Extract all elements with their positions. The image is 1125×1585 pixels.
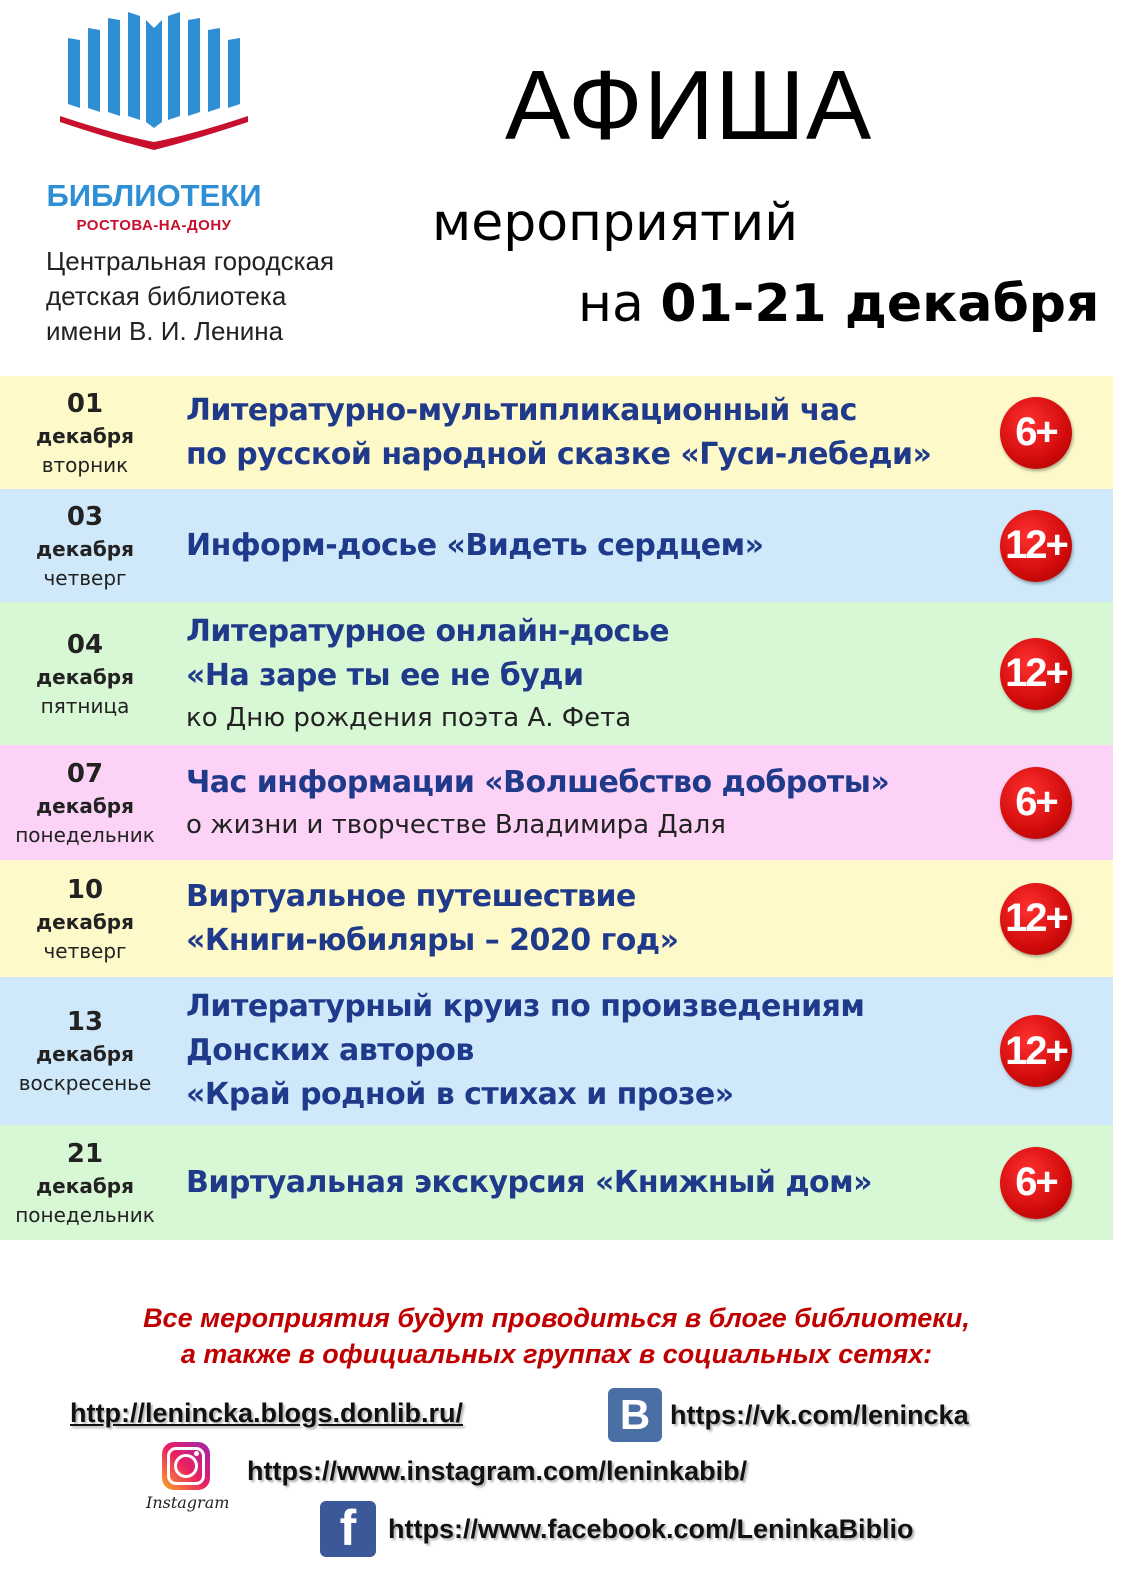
instagram-icon[interactable] xyxy=(162,1442,210,1490)
event-day: 10 xyxy=(66,874,104,905)
event-month: декабря xyxy=(36,909,134,934)
page-title: АФИША xyxy=(505,50,873,160)
event-row xyxy=(0,376,1113,489)
logo-city: РОСТОВА-НА-ДОНУ xyxy=(76,217,232,234)
facebook-icon[interactable]: f xyxy=(320,1501,376,1557)
event-date xyxy=(0,745,170,860)
age-rating-badge: 6+ xyxy=(1000,397,1072,469)
event-row xyxy=(0,977,1113,1125)
event-title-line: «Край родной в стихах и прозе» xyxy=(186,1077,734,1112)
library-name-line: имени В. И. Ленина xyxy=(46,316,284,346)
footer-note-line: а также в официальных группах в социальных сетях: xyxy=(180,1339,933,1369)
event-day: 01 xyxy=(66,388,104,419)
event-weekday: четверг xyxy=(43,938,127,963)
date-range xyxy=(578,272,1099,336)
event-month: декабря xyxy=(36,536,134,561)
event-title-line: Виртуальная экскурсия «Книжный дом» xyxy=(186,1164,873,1200)
event-month: декабря xyxy=(36,793,134,818)
vk-link[interactable]: https://vk.com/lenincka xyxy=(670,1400,969,1430)
age-rating-badge: 6+ xyxy=(1000,1147,1072,1219)
instagram-label: Instagram xyxy=(146,1493,230,1512)
event-row xyxy=(0,745,1113,860)
age-rating-badge: 12+ xyxy=(1000,883,1072,955)
age-rating-badge: 12+ xyxy=(1000,510,1072,582)
age-rating-badge: 12+ xyxy=(1000,638,1072,710)
footer-note xyxy=(0,1300,1113,1372)
library-logo xyxy=(44,8,264,238)
event-date xyxy=(0,376,170,489)
event-title xyxy=(186,376,993,489)
event-row xyxy=(0,489,1113,602)
event-month: декабря xyxy=(36,1173,134,1198)
event-month: декабря xyxy=(36,664,134,689)
event-day: 07 xyxy=(66,758,104,789)
blog-link[interactable]: http://lenincka.blogs.donlib.ru/ xyxy=(70,1398,463,1428)
event-title xyxy=(186,602,993,745)
date-range-prefix: на xyxy=(578,274,661,334)
event-title-line: «Книги-юбиляры – 2020 год» xyxy=(186,922,679,958)
event-day: 13 xyxy=(66,1007,104,1037)
event-title xyxy=(186,489,993,602)
event-title xyxy=(186,1125,993,1240)
footer-note-line: Все мероприятия будут проводиться в блоге библиотеки, xyxy=(143,1303,970,1333)
library-name-line: детская библиотека xyxy=(46,281,287,311)
event-row xyxy=(0,1125,1113,1240)
event-date xyxy=(0,860,170,977)
page-subtitle: мероприятий xyxy=(432,193,799,253)
event-weekday: пятница xyxy=(40,693,130,718)
event-weekday: вторник xyxy=(41,452,129,477)
event-title-line: Виртуальное путешествие xyxy=(186,878,636,914)
event-subtitle: о жизни и творчестве Владимира Даля xyxy=(186,809,726,840)
instagram-link[interactable]: https://www.instagram.com/leninkabib/ xyxy=(247,1456,748,1486)
date-range-value: 01-21 декабря xyxy=(660,274,1100,334)
event-title-line: Донских авторов xyxy=(186,1033,474,1068)
event-weekday: воскресенье xyxy=(18,1071,152,1095)
open-book-icon xyxy=(54,8,254,158)
facebook-link[interactable]: https://www.facebook.com/LeninkaBiblio xyxy=(388,1514,914,1544)
event-weekday: четверг xyxy=(43,565,127,590)
event-day: 21 xyxy=(66,1138,104,1169)
event-date xyxy=(0,602,170,745)
event-title-line: Информ-досье «Видеть сердцем» xyxy=(186,527,764,563)
event-date xyxy=(0,977,170,1125)
event-row xyxy=(0,860,1113,977)
event-title xyxy=(186,977,993,1125)
age-rating-badge: 6+ xyxy=(1000,767,1072,839)
event-title-line: по русской народной сказке «Гуси-лебеди» xyxy=(186,436,932,472)
vk-icon[interactable]: B xyxy=(608,1388,662,1442)
event-subtitle: ко Дню рождения поэта А. Фета xyxy=(186,702,632,733)
event-row xyxy=(0,602,1113,745)
library-name xyxy=(46,244,406,349)
library-name-line: Центральная городская xyxy=(46,246,335,276)
event-date xyxy=(0,489,170,602)
event-month: декабря xyxy=(36,1042,134,1066)
event-weekday: понедельник xyxy=(15,822,155,847)
event-title-line: Литературно-мультипликационный час xyxy=(186,392,857,428)
event-month: декабря xyxy=(36,423,134,448)
age-rating-badge: 12+ xyxy=(1000,1015,1072,1087)
event-title xyxy=(186,745,993,860)
event-weekday: понедельник xyxy=(15,1202,155,1227)
event-day: 03 xyxy=(66,501,104,532)
event-title-line: Час информации «Волшебство доброты» xyxy=(186,764,890,800)
event-title-line: Литературный круиз по произведениям xyxy=(186,989,865,1024)
event-title-line: Литературное онлайн-досье xyxy=(186,613,670,649)
event-title xyxy=(186,860,993,977)
event-date xyxy=(0,1125,170,1240)
event-title-line: «На заре ты ее не буди xyxy=(186,657,584,693)
logo-wordmark: БИБЛИОТЕКИ xyxy=(46,178,262,213)
event-day: 04 xyxy=(66,629,104,660)
